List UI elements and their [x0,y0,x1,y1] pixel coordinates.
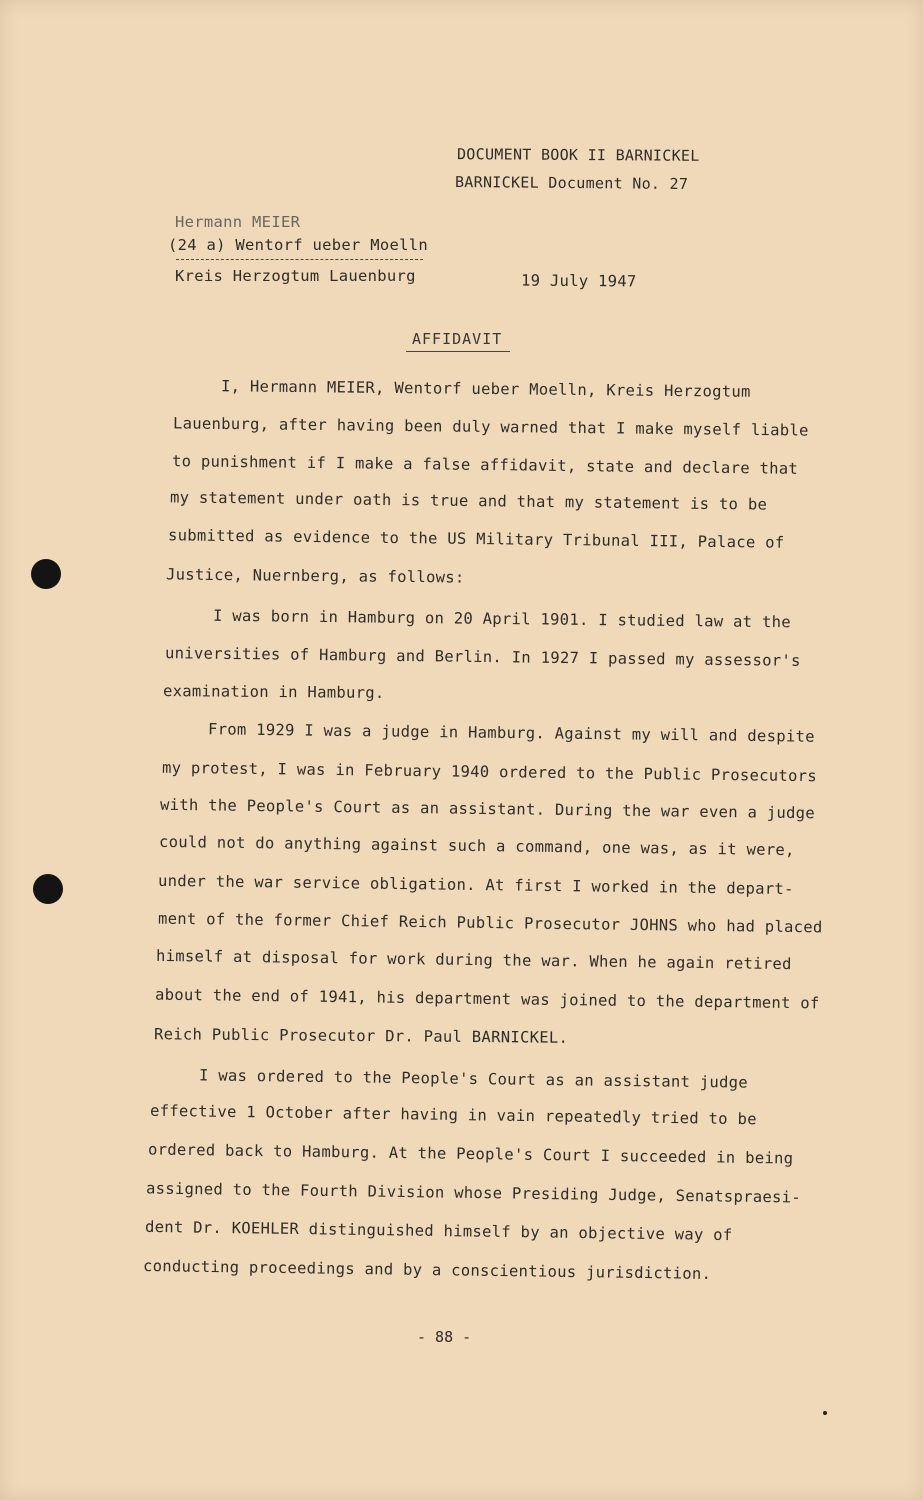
document-book-header: DOCUMENT BOOK II BARNICKEL [456,145,700,165]
body-line: himself at disposal for work during the war. When he again retired [155,946,792,974]
body-line: From 1929 I was a judge in Hamburg. Against my will and despite [207,720,815,746]
body-line: Justice, Nuernberg, as follows: [165,565,465,587]
body-line: I was born in Hamburg on 20 April 1901. I studied law at the [212,606,792,632]
document-title: AFFIDAVIT [412,330,503,348]
body-line: examination in Hamburg. [162,682,385,702]
body-line: dent Dr. KOEHLER distinguished himself by an objective way of [144,1217,733,1245]
body-line: my protest, I was in February 1940 ordered to the Public Prosecutors [161,758,818,786]
body-line: could not do anything against such a command, one was, as it were, [158,832,795,860]
page-number: - 88 - [417,1328,472,1346]
body-line: universities of Hamburg and Berlin. In 1927 I passed my assessor's [164,644,801,670]
body-line: I was ordered to the People's Court as an assistant judge [198,1066,749,1092]
body-line: effective 1 October after having in vain repeatedly tried to be [149,1101,757,1129]
body-line: about the end of 1941, his department was joined to the department of [154,985,820,1013]
document-number: BARNICKEL Document No. 27 [454,172,689,194]
affiant-street: (24 a) Wentorf ueber Moelln [168,236,429,254]
affiant-name: Hermann MEIER [175,213,301,231]
ink-speck [823,1411,827,1415]
affiant-district: Kreis Herzogtum Lauenburg [175,267,416,285]
document-date: 19 July 1947 [520,271,637,291]
body-line: conducting proceedings and by a conscientious jurisdiction. [142,1257,712,1283]
body-line: to punishment if I make a false affidavit, state and declare that [171,452,799,478]
body-line: I, Hermann MEIER, Wentorf ueber Moelln, Kreis Herzogtum [220,377,751,401]
body-line: Reich Public Prosecutor Dr. Paul BARNICKEL. [153,1025,569,1047]
body-line: my statement under oath is true and that my statement is to be [169,488,768,514]
body-line: ment of the former Chief Reich Public Prosecutor JOHNS who had placed [157,909,823,937]
punch-hole [31,559,61,589]
body-line: ordered back to Hamburg. At the People's Court I succeeded in being [147,1140,794,1168]
body-line: Lauenburg, after having been duly warned that I make myself liable [172,414,809,440]
address-underline [176,259,423,260]
body-line: with the People's Court as an assistant. During the war even a judge [159,795,816,823]
title-underline [406,351,510,352]
body-line: under the war service obligation. At first I worked in the depart- [157,871,794,899]
punch-hole [33,874,63,904]
body-line: submitted as evidence to the US Military Tribunal III, Palace of [167,526,785,552]
body-line: assigned to the Fourth Division whose Presiding Judge, Senatspraesi- [145,1179,802,1207]
